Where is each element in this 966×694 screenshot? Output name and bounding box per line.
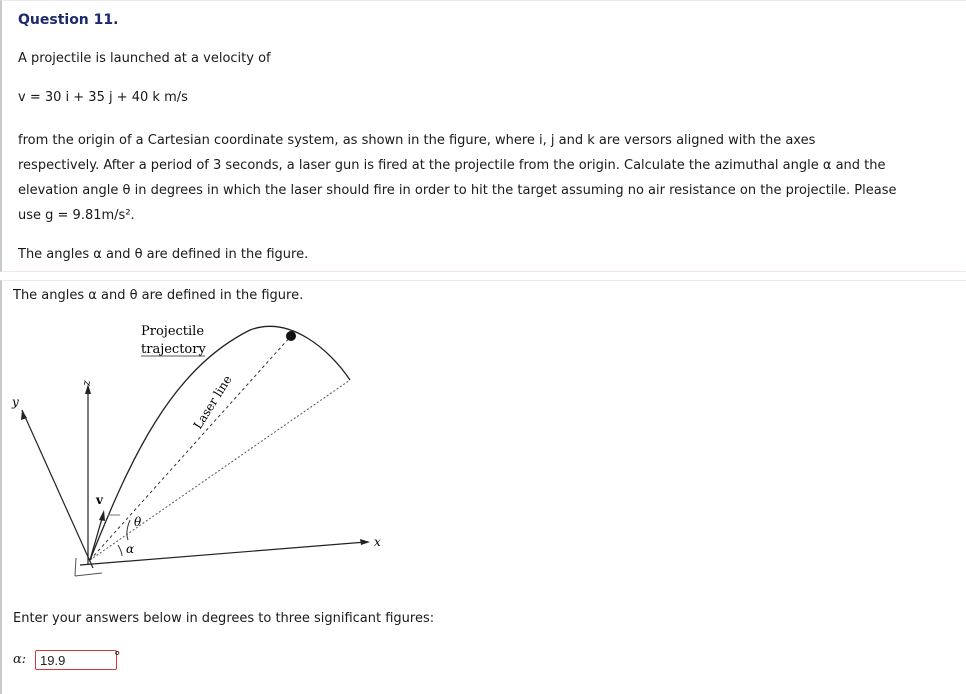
question-title: Question 11. (18, 12, 119, 28)
velocity-label: v (96, 493, 103, 507)
y-axis (22, 410, 93, 568)
origin-projection-2 (75, 558, 76, 576)
question-intro: A projectile is launched at a velocity of (18, 51, 271, 66)
answer-prompt: Enter your answers below in degrees to three significant figures: (13, 611, 435, 626)
degree-unit: ° (114, 650, 121, 665)
x-axis (80, 542, 366, 565)
alpha-arc (118, 545, 122, 556)
x-axis-label: x (374, 535, 381, 549)
projectile-trajectory (90, 326, 350, 560)
alpha-answer-input[interactable] (35, 650, 117, 670)
y-axis-label: y (12, 395, 19, 409)
laser-line (90, 336, 291, 560)
projectile-label-line1: Projectile (141, 324, 205, 339)
x-axis-arrow (360, 539, 370, 545)
paragraph-line-1: from the origin of a Cartesian coordinate system, as shown in the figure, where i, j and k are versors aligned with the axes (18, 133, 816, 148)
projectile-figure (0, 310, 420, 600)
theta-label: θ (134, 515, 142, 529)
velocity-equation: v = 30 i + 35 j + 40 k m/s (18, 90, 188, 105)
velocity-arrow (99, 510, 105, 521)
paragraph-line-4: use g = 9.81m/s². (18, 208, 135, 223)
question-paragraph (18, 128, 963, 228)
laser-line-label: Laser line (190, 372, 235, 432)
paragraph-line-2: respectively. After a period of 3 seconds, a laser gun is fired at the projectile from the origin. Calculate the azimuthal angle α and the (18, 158, 886, 173)
origin-projection-1 (75, 573, 102, 576)
alpha-answer-label: α: (13, 652, 27, 667)
angles-note: The angles α and θ are defined in the figure. (18, 247, 309, 262)
projectile-label-line2: trajectory (141, 342, 206, 357)
alpha-label: α (126, 542, 135, 556)
theta-arc (127, 520, 130, 540)
angles-note-repeat: The angles α and θ are defined in the figure. (13, 288, 304, 303)
paragraph-line-3: elevation angle θ in degrees in which the laser should fire in order to hit the target assuming no air resistance on the projectile. Please (18, 183, 897, 198)
z-axis-label: z (80, 380, 93, 386)
velocity-vector (90, 515, 103, 560)
